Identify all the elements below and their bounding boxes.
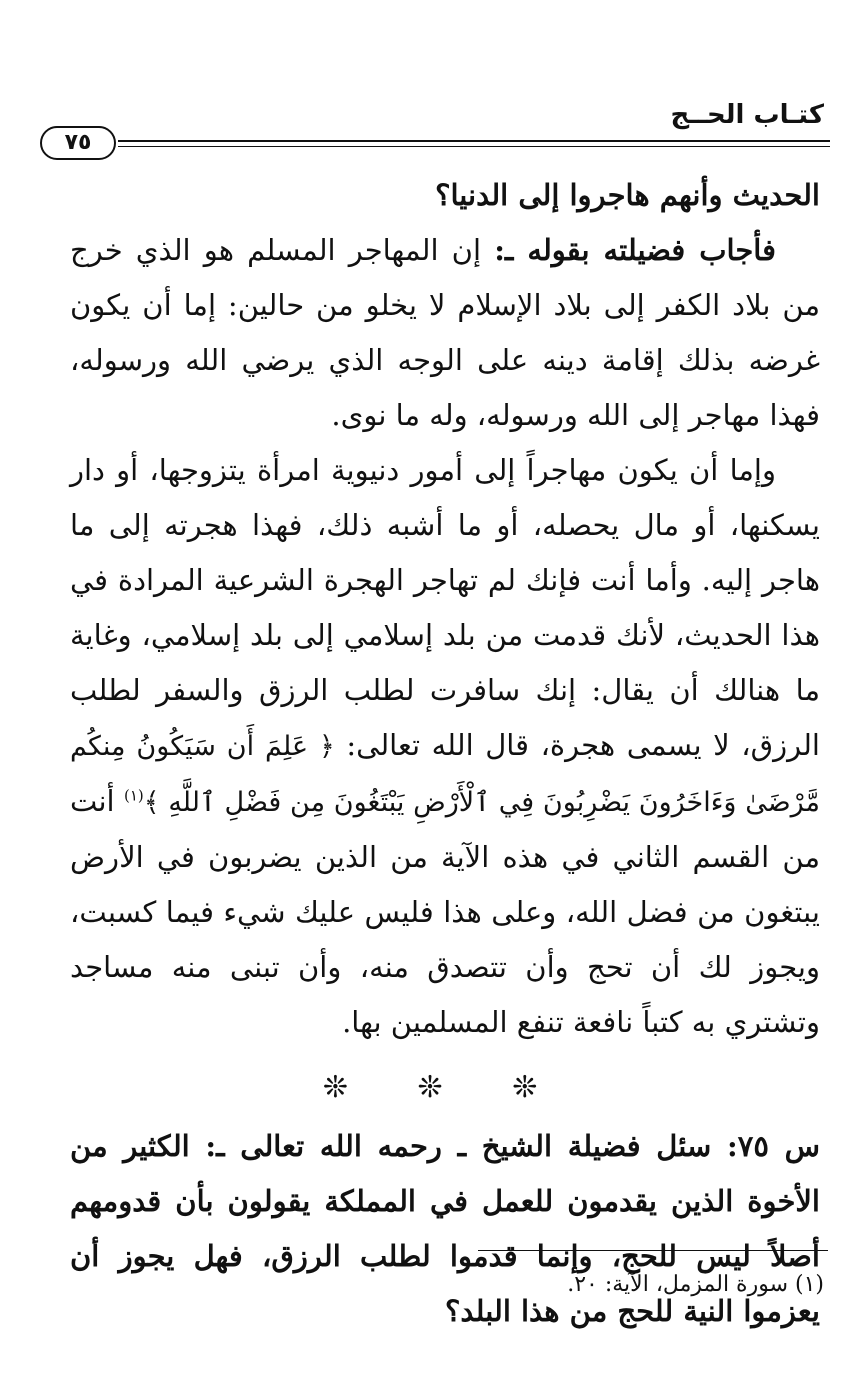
- answer-lead: فأجاب فضيلته بقوله ـ:: [494, 233, 777, 267]
- footnote: (١) سورة المزمل، الآية: ٢٠.: [567, 1272, 824, 1297]
- question-text: سئل فضيلة الشيخ ـ رحمه الله تعالى ـ: الكثير من الأخوة الذين يقدمون للعمل في المملكة يقولون بأن قدومهم أصلاً ليس للحج، وإنما قدموا لطلب الرزق، فهل يجوز أن يعزموا النية للحج من هذا البلد؟: [70, 1129, 820, 1328]
- page-number: ٧٥: [40, 126, 116, 160]
- chapter-title: كتـاب الحــج: [670, 100, 824, 130]
- paragraph-answer-intro: [70, 223, 820, 443]
- quran-verse: ﴿ عَلِمَ أَن سَيَكُونُ مِنكُم مَّرْضَىٰ وَءَاخَرُونَ يَضْرِبُونَ فِي ٱلْأَرْضِ يَبْتَغُونَ مِن فَضْلِ ٱللَّهِ ﴾: [70, 731, 820, 818]
- answer-text: إن المهاجر المسلم هو الذي خرج من بلاد الكفر إلى بلاد الإسلام لا يخلو من حالين: إما أن يكون غرضه بذلك إقامة دينه على الوجه الذي يرضي الله ورسوله، فهذا مهاجر إلى الله ورسوله، وله ما نوى.: [70, 233, 820, 432]
- answer-text-pre-verse: وإما أن يكون مهاجراً إلى أمور دنيوية امرأة يتزوجها، أو دار يسكنها، أو مال يحصله، أو ما أشبه ذلك، فهذا هجرته إلى ما هاجر إليه. وأما أنت فإنك لم تهاجر الهجرة الشرعية المرادة في هذا الحديث، لأنك قدمت من بلد إسلامي إلى بلد إسلامي، وغاية ما هنالك أن يقال: إنك سافرت لطلب الرزق والسفر لطلب الرزق، لا يسمى هجرة، قال الله تعالى:: [70, 453, 820, 762]
- question-block: [70, 1119, 820, 1339]
- footnote-reference: (١): [123, 786, 144, 805]
- header-rule: [118, 140, 830, 142]
- footnote-rule: [478, 1250, 828, 1251]
- question-label: س ٧٥:: [727, 1129, 821, 1163]
- running-header: [40, 98, 830, 158]
- paragraph-question-end: الحديث وأنهم هاجروا إلى الدنيا؟: [435, 178, 820, 212]
- section-separator: ❊ ❊ ❊: [322, 1070, 568, 1105]
- answer-text-post-verse: أنت من القسم الثاني في هذه الآية من الذين يضربون في الأرض يبتغون من فضل الله، وعلى هذا فليس عليك شيء فيما كسبت، ويجوز لك أن تحج وأن تتصدق منه، وأن تبنى منه مساجد وتشتري به كتباً نافعة تنفع المسلمين بها.: [70, 784, 820, 1039]
- main-text: [70, 168, 820, 1339]
- header-rule-thin: [118, 146, 830, 147]
- paragraph-answer-body: [70, 443, 820, 1050]
- question-paragraph: [70, 1119, 820, 1339]
